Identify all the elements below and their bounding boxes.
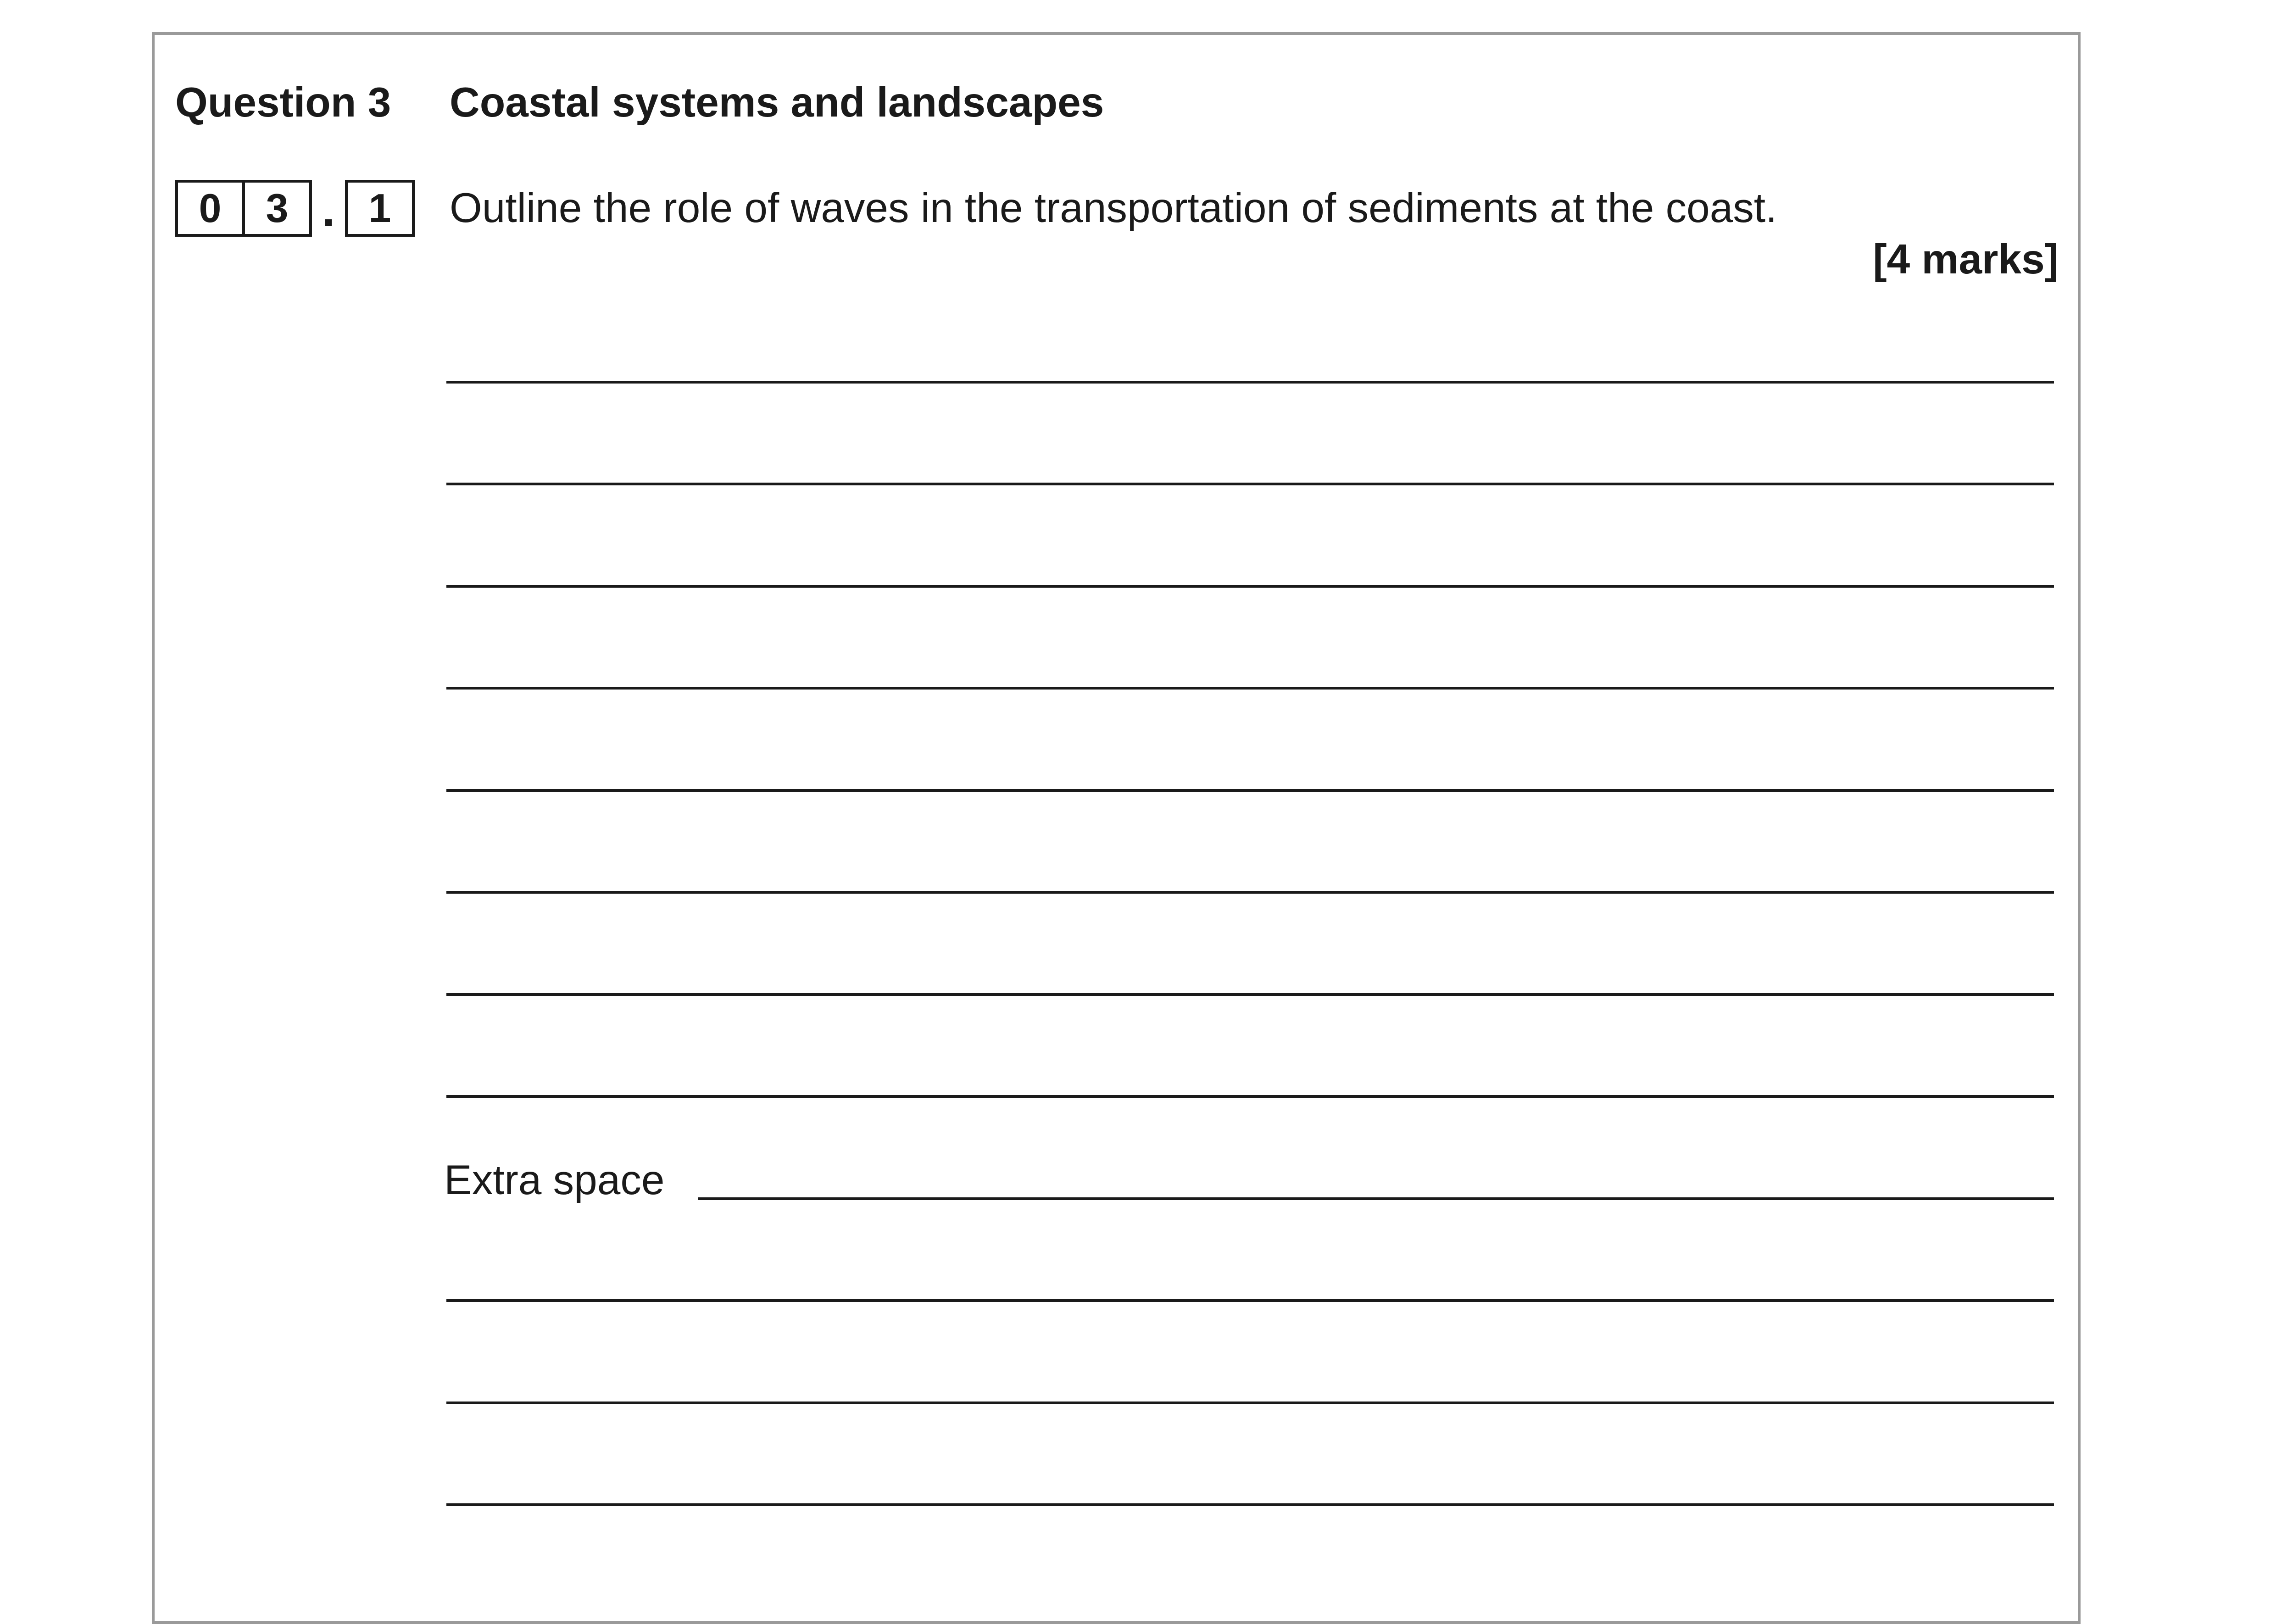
- answer-line[interactable]: [446, 1299, 2054, 1302]
- question-number-boxes: [175, 180, 312, 237]
- answer-line[interactable]: [446, 483, 2054, 485]
- extra-space-line[interactable]: [698, 1197, 2054, 1200]
- answer-line[interactable]: [446, 891, 2054, 894]
- question-label: Question 3: [175, 79, 391, 126]
- question-digit-box: 3: [242, 183, 309, 234]
- answer-line[interactable]: [446, 585, 2054, 588]
- question-digit-box: 0: [199, 185, 222, 231]
- question-number-separator: .: [322, 184, 335, 236]
- extra-space-label: Extra space: [444, 1157, 665, 1203]
- subquestion-digit-box: 1: [368, 185, 391, 231]
- subquestion-number-box: [345, 180, 415, 237]
- question-number: [175, 180, 415, 237]
- answer-line[interactable]: [446, 1402, 2054, 1404]
- answer-line[interactable]: [446, 1095, 2054, 1098]
- answer-line[interactable]: [446, 381, 2054, 384]
- marks-label: [4 marks]: [1873, 236, 2059, 283]
- answer-line[interactable]: [446, 789, 2054, 792]
- section-title: Coastal systems and landscapes: [450, 79, 1104, 126]
- answer-line[interactable]: [446, 1503, 2054, 1506]
- answer-line[interactable]: [446, 687, 2054, 690]
- question-prompt: Outline the role of waves in the transportation of sediments at the coast.: [450, 185, 1777, 231]
- answer-line[interactable]: [446, 993, 2054, 996]
- page-frame: [152, 32, 2081, 1624]
